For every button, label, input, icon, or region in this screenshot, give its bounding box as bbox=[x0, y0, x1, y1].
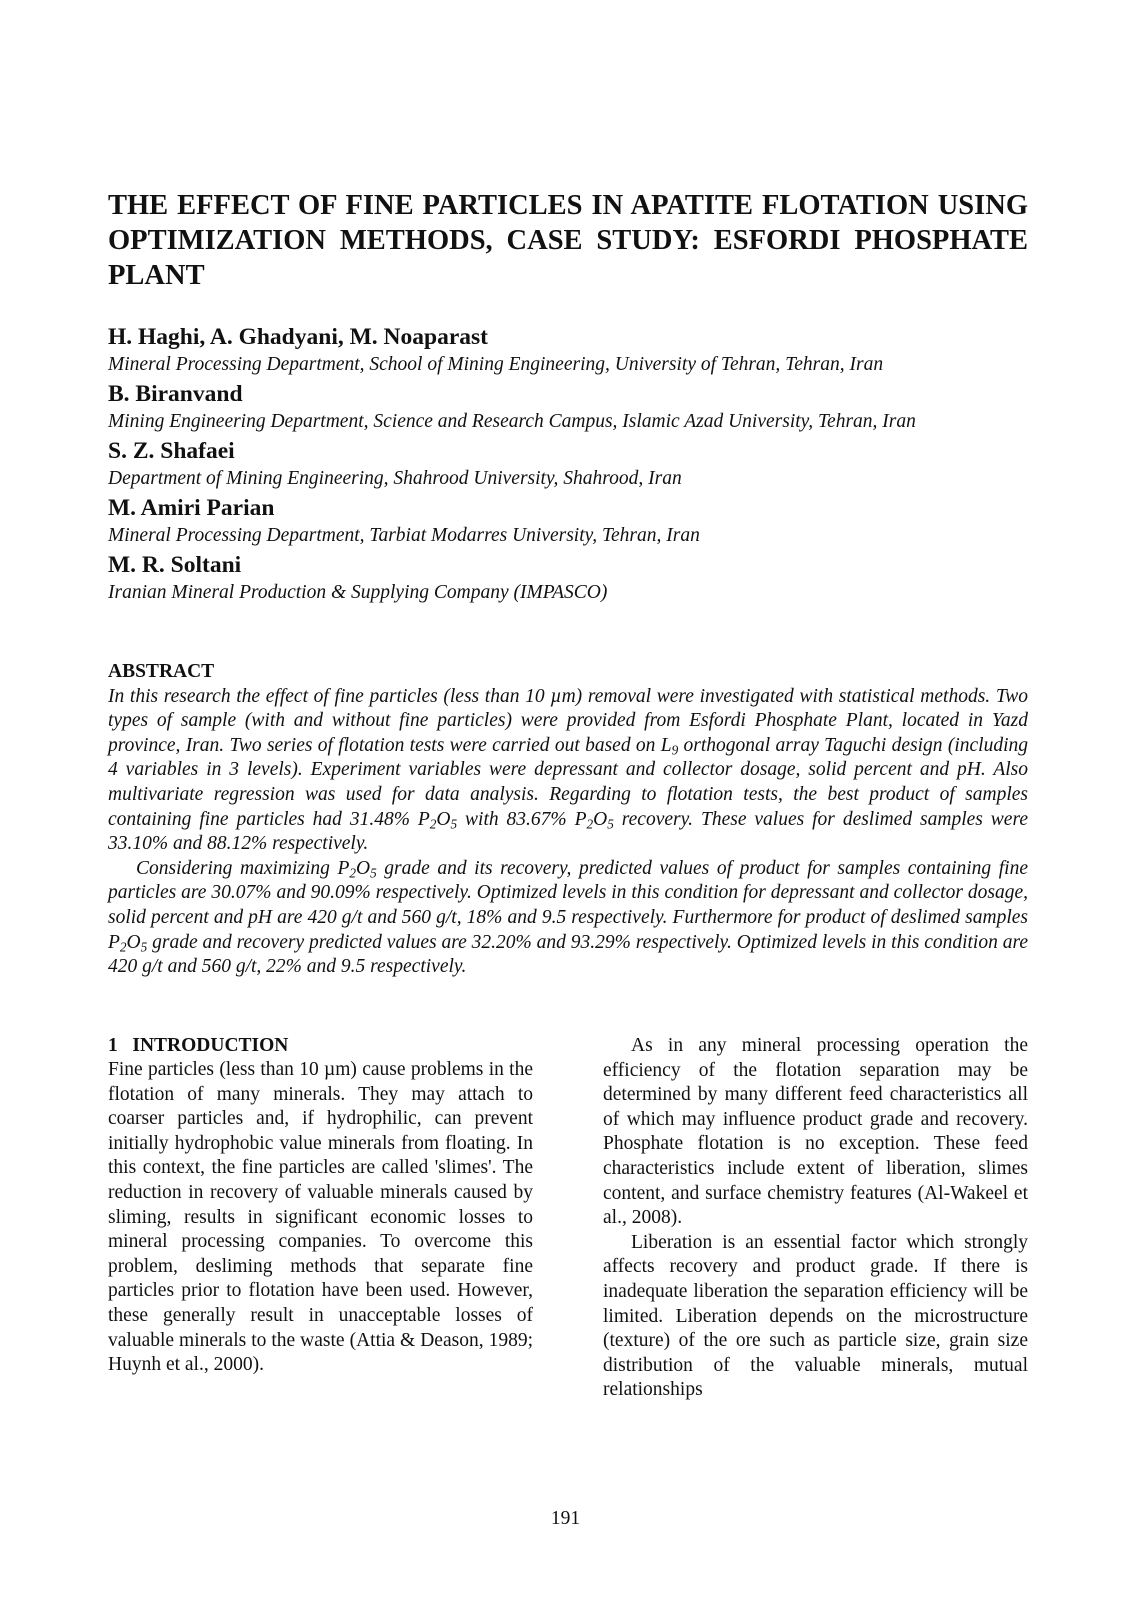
author-affiliation: Mining Engineering Department, Science and Research Campus, Islamic Azad University, Tehran, Iran bbox=[108, 411, 916, 432]
body-paragraph: Fine particles (less than 10 µm) cause problems in the flotation of many minerals. They may attach to coarser particles and, if hydrophilic, can prevent initially hydrophobic value minerals from floating. In this context, the fine particles are called 'slimes'. The reduction in recovery of valuable minerals caused by sliming, results in significant economic losses to mineral processing companies. To overcome this problem, desliming methods that separate fine particles prior to flotation have been used. However, these generally result in unacceptable losses of valuable minerals to the waste (Attia & Deason, 1989; Huynh et al., 2000). bbox=[108, 1059, 533, 1376]
page-number: 191 bbox=[550, 1508, 581, 1529]
abstract-heading: ABSTRACT bbox=[108, 661, 215, 682]
author-affiliation: Iranian Mineral Production & Supplying Company (IMPASCO) bbox=[108, 582, 608, 603]
author-affiliation: Department of Mining Engineering, Shahrood University, Shahrood, Iran bbox=[108, 468, 682, 489]
abstract-paragraph-1: In this research the effect of fine particles (less than 10 µm) removal were investigated with statistical methods. Two types of sample (with and without fine particles) were provided from Esfordi Phosphate Plant, located in Yazd province, Iran. Two series of flotation tests were carried out based on $L_9$ orthogonal array Taguchi design (including 4 variables in 3 levels). Experiment variables were depressant and collector dosage, solid percent and pH. Also multivariate regression was used for data analysis. Regarding to flotation tests, the best product of samples containing fine particles had 31.48% $P_2O_5$ with 83.67% $P_2O_5$ recovery. These values for deslimed samples were 33.10% and 88.12% respectively. bbox=[108, 685, 1028, 855]
right-column bbox=[603, 1034, 1028, 1403]
author-affiliation: Mineral Processing Department, Tarbiat Modarres University, Tehran, Iran bbox=[108, 525, 700, 546]
paper-title: THE EFFECT OF FINE PARTICLES IN APATITE FLOTATION USING OPTIMIZATION METHODS, CASE STUDY: ESFORDI PHOSPHATE PLANT bbox=[108, 190, 1028, 291]
author-affiliation: Mineral Processing Department, School of Mining Engineering, University of Tehran, Tehran, Iran bbox=[108, 354, 884, 375]
author-name: M. Amiri Parian bbox=[108, 495, 275, 521]
author-name: S. Z. Shafaei bbox=[108, 438, 235, 464]
author-name: B. Biranvand bbox=[108, 381, 243, 407]
author-name: M. R. Soltani bbox=[108, 552, 242, 578]
author-block bbox=[108, 322, 1028, 607]
body-paragraph: As in any mineral processing operation the efficiency of the flotation separation may be determined by many different feed characteristics all of which may influence product grade and recovery. Phosphate flotation is no exception. These feed characteristics include extent of liberation, slimes content, and surface chemistry features (Al-Wakeel et al., 2008). bbox=[603, 1035, 1028, 1229]
abstract-paragraph-2: Considering maximizing $P_2O_5$ grade and its recovery, predicted values of product for samples containing fine particles are 30.07% and 90.09% respectively. Optimized levels in this condition for depressant and collector dosage, solid percent and pH are 420 g/t and 560 g/t, 18% and 9.5 respectively. Furthermore for product of deslimed samples $P_2O_5$ grade and recovery predicted values are 32.20% and 93.29% respectively. Optimized levels in this condition are 420 g/t and 560 g/t, 22% and 9.5 respectively. bbox=[108, 857, 1028, 978]
left-column bbox=[108, 1034, 533, 1378]
body-paragraph: Liberation is an essential factor which strongly affects recovery and product grade. If there is inadequate liberation the separation efficiency will be limited. Liberation depends on the microstructure (texture) of the ore such as particle size, grain size distribution of the valuable minerals, mutual relationships bbox=[603, 1231, 1028, 1401]
section-heading: 1 INTRODUCTION bbox=[108, 1035, 289, 1056]
author-name: H. Haghi, A. Ghadyani, M. Noaparast bbox=[108, 324, 488, 350]
abstract-section bbox=[108, 660, 1028, 980]
